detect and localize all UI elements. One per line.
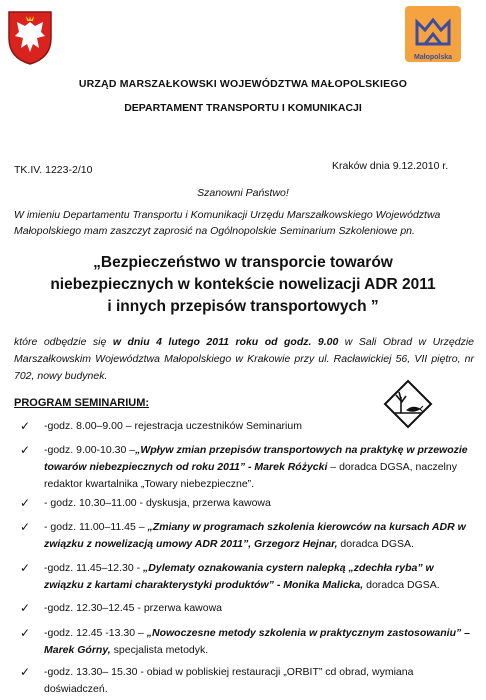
checkmark-icon: ✓ <box>20 626 31 640</box>
checkmark-icon: ✓ <box>20 601 31 615</box>
program-item: ✓ -godz. 11.45–12.30 - „Dylematy oznakowania cystern nalepką „zdechła ryba” w związku z kartami charakterystyki produktów” - Monika Malicka, doradca DGSA. <box>20 561 440 591</box>
checkmark-icon: ✓ <box>20 561 31 575</box>
program-item: ✓ -godz. 8.00–9.00 – rejestracja uczestników Seminarium <box>20 419 302 433</box>
coat-of-arms-icon <box>5 8 55 66</box>
program-item: ✓ -godz. 9.00-10.30 –„Wpływ zmian przepisów transportowych na praktykę w przewozie towarów niebezpiecznych od roku 2011” - Marek Różycki – doradca DGSA, naczelny redaktor kwartalnika „Towary niebezpieczne”. <box>20 443 468 490</box>
program-item: ✓ -godz. 13.30– 15.30 - obiad w pobliskiej restauracji „ORBIT” cd obrad, wymiana doświadczeń. <box>20 665 414 695</box>
program-heading: PROGRAM SEMINARIUM: <box>14 397 150 409</box>
intro-paragraph: W imieniu Departamentu Transportu i Komunikacji Urzędu Marszałkowskiego Województwa Małopolskiego mam zaszczyt zaprosić na Ogólnopolskie Seminarium Szkoleniowe pn. <box>14 209 441 237</box>
title-line: niebezpiecznych w kontekście nowelizacji ADR 2011 <box>50 276 436 293</box>
checkmark-icon: ✓ <box>20 443 31 457</box>
letter-date: Kraków dnia 9.12.2010 r. <box>332 160 449 172</box>
checkmark-icon: ✓ <box>20 520 31 534</box>
program-item: ✓ -godz. 12.30–12.45 - przerwa kawowa <box>20 601 223 615</box>
greeting: Szanowni Państwo! <box>197 187 289 199</box>
venue-date: w dniu 4 lutego 2011 roku od godz. 9.00 <box>112 336 339 348</box>
title-line: „Bezpieczeństwo w transporcie towarów <box>93 254 393 271</box>
logo-label: Małopolska <box>413 54 453 61</box>
malopolska-logo <box>403 4 463 64</box>
checkmark-icon: ✓ <box>20 496 31 510</box>
program-item: ✓ - godz. 11.00–11.45 – „Zmiany w programach szkolenia kierowców na kursach ADR w związku z nowelizacją umowy ADR 2011”, Grzegorz Hejnar, doradca DGSA. <box>20 520 466 550</box>
program-item: ✓ -godz. 12.45 -13.30 – „Nowoczesne metody szkolenia w praktycznym zastosowaniu” – Marek Górny, specjalista metodyk. <box>20 626 471 656</box>
venue-pre: które odbędzie się <box>14 336 113 348</box>
office-name: URZĄD MARSZAŁKOWSKI WOJEWÓDZTWA MAŁOPOLSKIEGO <box>78 78 408 90</box>
seminar-title <box>0 252 486 318</box>
title-line: i innych przepisów transportowych ” <box>107 298 379 315</box>
venue-post: w Sali Obrad w Urzędzie Marszałkowskim Województwa Małopolskiego w Krakowie przy ul. Racławickiej 56, VII piętro, nr 702, nowy budynek. <box>14 336 475 382</box>
department-name: DEPARTAMENT TRANSPORTU I KOMUNIKACJI <box>124 102 362 114</box>
reference-number: TK.IV. 1223-2/10 <box>14 164 93 176</box>
venue-paragraph <box>14 334 474 385</box>
checkmark-icon: ✓ <box>20 665 31 679</box>
checkmark-icon: ✓ <box>20 419 31 433</box>
program-item: ✓ - godz. 10.30–11.00 - dyskusja, przerwa kawowa <box>20 496 271 510</box>
